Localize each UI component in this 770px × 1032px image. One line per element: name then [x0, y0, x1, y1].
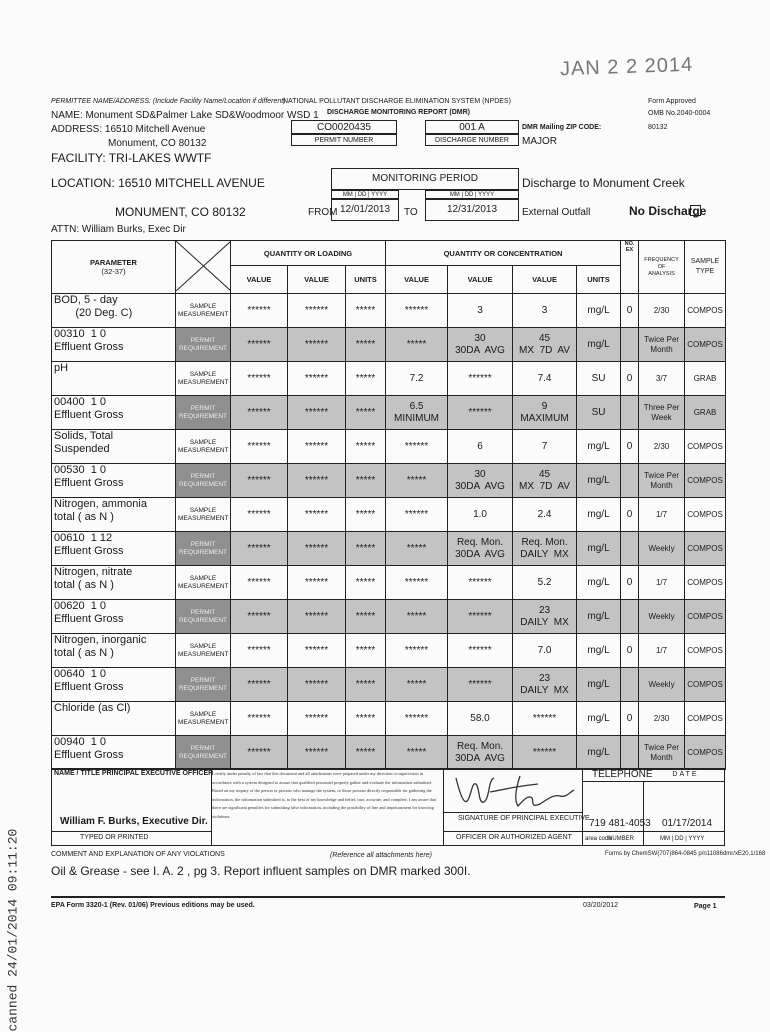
qc-units-cell: mg/L: [577, 702, 621, 736]
value-header: VALUE: [386, 266, 448, 294]
qc-units-cell: mg/L: [577, 464, 621, 498]
no-ex-cell: 0: [621, 430, 639, 464]
sample-type-cell: COMPOS: [685, 600, 726, 634]
permit-requirement-label: PERMIT REQUIREMENT: [176, 736, 231, 770]
signed-date: 01/17/2014: [662, 818, 713, 829]
qc-value-1-cell: *****: [386, 668, 448, 702]
table-row: [52, 430, 726, 464]
certification-text: I certify under penalty of law that this document and all attachments were prepared under my direction or supervision in accordance with a system designed to assure that qualified personnel properly gather and evaluate the information submitted. Based on my inquiry of the person or persons who manage the system, or those persons directly responsible for gathering the information, the information submitted is, to the best of my knowledge and belief, true, accurate, and complete. I am aware that there are significant penalties for submitting false information, including the possibility of fine and imprisonment for knowing violations.: [212, 771, 437, 819]
no-ex-cell: 0: [621, 294, 639, 328]
ql-units-cell: *****: [346, 634, 386, 668]
location-line: LOCATION: 16510 MITCHELL AVENUE: [51, 176, 265, 190]
qc-value-3-cell: 9 MAXIMUM: [513, 396, 577, 430]
dmr-table-body: [52, 294, 726, 770]
no-discharge-label: No Discharge: [629, 204, 707, 218]
ql-value-2-cell: ******: [288, 736, 346, 770]
parameter-cell: Nitrogen, inorganic total ( as N ): [52, 634, 176, 668]
sample-measurement-label: SAMPLE MEASUREMENT: [176, 430, 231, 464]
qc-units-cell: mg/L: [577, 634, 621, 668]
qc-value-3-cell: 45 MX 7D AV: [513, 464, 577, 498]
scan-timestamp: canned 24/01/2014 09:11:20: [5, 828, 21, 1032]
permit-number-value: CO0020435: [291, 120, 397, 134]
frequency-cell: 1/7: [639, 566, 685, 600]
frequency-cell: 1/7: [639, 634, 685, 668]
table-row: [52, 566, 726, 600]
table-row: [52, 294, 726, 328]
sample-type-cell: COMPOS: [685, 634, 726, 668]
dmr-data-table: [51, 240, 726, 770]
qc-value-1-cell: ******: [386, 634, 448, 668]
from-date-format: MM | DD | YYYY: [331, 190, 399, 199]
ql-value-2-cell: ******: [288, 532, 346, 566]
ql-value-2-cell: ******: [288, 294, 346, 328]
frequency-cell: Weekly: [639, 668, 685, 702]
qc-units-cell: SU: [577, 396, 621, 430]
parameter-header: PARAMETER (32-37): [52, 241, 176, 294]
ql-units-cell: *****: [346, 362, 386, 396]
frequency-header: FREQUENCY OF ANALYSIS: [639, 241, 685, 294]
qc-value-3-cell: 23 DAILY MX: [513, 668, 577, 702]
parameter-cell: 00530 1 0 Effluent Gross: [52, 464, 176, 498]
qc-value-1-cell: 6.5 MINIMUM: [386, 396, 448, 430]
comment-caption: COMMENT AND EXPLANATION OF ANY VIOLATIONS: [51, 851, 225, 858]
quantity-loading-header: QUANTITY OR LOADING: [231, 241, 386, 266]
ql-value-1-cell: ******: [231, 294, 288, 328]
qc-value-3-cell: 2.4: [513, 498, 577, 532]
table-row: [52, 668, 726, 702]
forms-by-note: Forms by ChemSW(707)864-0845 p/n11086dmr/xE20.1/168: [605, 851, 766, 857]
monitoring-period-label: MONITORING PERIOD: [331, 168, 519, 190]
sample-type-cell: GRAB: [685, 362, 726, 396]
qc-value-1-cell: *****: [386, 464, 448, 498]
telephone-label: TELEPHONE: [592, 769, 653, 780]
parameter-cell: 00940 1 0 Effluent Gross: [52, 736, 176, 770]
parameter-cell: Nitrogen, ammonia total ( as N ): [52, 498, 176, 532]
qc-value-3-cell: 23 DAILY MX: [513, 600, 577, 634]
frequency-cell: 1/7: [639, 498, 685, 532]
zip-value: 80132: [648, 124, 668, 131]
ql-value-1-cell: ******: [231, 702, 288, 736]
frequency-cell: Twice Per Month: [639, 464, 685, 498]
facility-line: FACILITY: TRI-LAKES WWTF: [51, 151, 212, 165]
table-row: [52, 600, 726, 634]
no-discharge-checkbox[interactable]: [690, 205, 701, 216]
qc-value-3-cell: 5.2: [513, 566, 577, 600]
parameter-cell: BOD, 5 - day (20 Deg. C): [52, 294, 176, 328]
sample-type-cell: GRAB: [685, 396, 726, 430]
qc-value-1-cell: ******: [386, 498, 448, 532]
qc-value-2-cell: ******: [448, 600, 513, 634]
ql-value-1-cell: ******: [231, 566, 288, 600]
ql-value-2-cell: ******: [288, 600, 346, 634]
qc-value-1-cell: *****: [386, 600, 448, 634]
permit-number-label: PERMIT NUMBER: [291, 134, 397, 146]
qc-value-3-cell: 7: [513, 430, 577, 464]
qc-value-1-cell: ******: [386, 430, 448, 464]
permit-requirement-label: PERMIT REQUIREMENT: [176, 464, 231, 498]
discharge-to: Discharge to Monument Creek: [522, 176, 685, 190]
ql-value-1-cell: ******: [231, 396, 288, 430]
omb-number: OMB No.2040-0004: [648, 110, 711, 117]
permit-requirement-label: PERMIT REQUIREMENT: [176, 328, 231, 362]
typed-printed-label: TYPED OR PRINTED: [80, 834, 149, 841]
qc-value-2-cell: 30 30DA AVG: [448, 328, 513, 362]
sample-measurement-label: SAMPLE MEASUREMENT: [176, 702, 231, 736]
no-ex-cell: 0: [621, 702, 639, 736]
qc-value-3-cell: ******: [513, 702, 577, 736]
table-row: [52, 396, 726, 430]
frequency-cell: 2/30: [639, 294, 685, 328]
parameter-cell: 00620 1 0 Effluent Gross: [52, 600, 176, 634]
ql-units-cell: *****: [346, 430, 386, 464]
qc-units-cell: mg/L: [577, 498, 621, 532]
ql-value-1-cell: ******: [231, 430, 288, 464]
qc-units-cell: mg/L: [577, 566, 621, 600]
ql-value-2-cell: ******: [288, 362, 346, 396]
qc-value-3-cell: 3: [513, 294, 577, 328]
zip-label: DMR Mailing ZIP CODE:: [522, 124, 602, 131]
permittee-address: ADDRESS: 16510 Mitchell Avenue: [51, 124, 206, 135]
ql-units-cell: *****: [346, 498, 386, 532]
parameter-cell: Solids, Total Suspended: [52, 430, 176, 464]
table-row: [52, 702, 726, 736]
value-header: VALUE: [288, 266, 346, 294]
major-class: MAJOR: [522, 136, 557, 147]
sample-measurement-label: SAMPLE MEASUREMENT: [176, 498, 231, 532]
no-ex-cell: [621, 396, 639, 430]
qc-value-1-cell: ******: [386, 702, 448, 736]
ql-value-2-cell: ******: [288, 668, 346, 702]
ql-units-cell: *****: [346, 702, 386, 736]
frequency-cell: Twice Per Month: [639, 736, 685, 770]
discharge-number-label: DISCHARGE NUMBER: [425, 134, 519, 146]
number-label: NUMBER: [608, 836, 635, 842]
npdes-title: NATIONAL POLLUTANT DISCHARGE ELIMINATION SYSTEM (NPDES): [283, 98, 511, 105]
qc-value-2-cell: 58.0: [448, 702, 513, 736]
ql-units-cell: *****: [346, 294, 386, 328]
frequency-cell: Weekly: [639, 532, 685, 566]
sample-type-cell: COMPOS: [685, 532, 726, 566]
qc-value-2-cell: Req. Mon. 30DA AVG: [448, 736, 513, 770]
frequency-cell: Weekly: [639, 600, 685, 634]
parameter-cell: 00310 1 0 Effluent Gross: [52, 328, 176, 362]
page-number: Page 1: [694, 903, 717, 910]
permit-requirement-label: PERMIT REQUIREMENT: [176, 668, 231, 702]
parameter-cell: 00640 1 0 Effluent Gross: [52, 668, 176, 702]
no-ex-cell: [621, 464, 639, 498]
qc-value-2-cell: 30 30DA AVG: [448, 464, 513, 498]
qc-value-2-cell: ******: [448, 362, 513, 396]
qc-value-2-cell: ******: [448, 634, 513, 668]
sample-type-cell: COMPOS: [685, 668, 726, 702]
ql-value-2-cell: ******: [288, 464, 346, 498]
table-row: [52, 498, 726, 532]
date-format-label: MM | DD | YYYY: [660, 836, 705, 842]
permit-requirement-label: PERMIT REQUIREMENT: [176, 532, 231, 566]
units-header: UNITS: [346, 266, 386, 294]
ql-units-cell: *****: [346, 328, 386, 362]
parameter-cell: Nitrogen, nitrate total ( as N ): [52, 566, 176, 600]
qc-value-2-cell: 1.0: [448, 498, 513, 532]
table-row: [52, 634, 726, 668]
ql-units-cell: *****: [346, 532, 386, 566]
received-date-stamp: JAN 2 2 2014: [559, 53, 694, 81]
no-ex-cell: [621, 736, 639, 770]
signature-label: SIGNATURE OF PRINCIPAL EXECUTIVE: [458, 815, 590, 822]
permittee-name: NAME: Monument SD&Palmer Lake SD&Woodmoor WSD 1: [51, 110, 319, 121]
signature-image: [450, 770, 580, 812]
qc-value-2-cell: Req. Mon. 30DA AVG: [448, 532, 513, 566]
parameter-cell: 00400 1 0 Effluent Gross: [52, 396, 176, 430]
ql-units-cell: *****: [346, 396, 386, 430]
parameter-cell: 00610 1 12 Effluent Gross: [52, 532, 176, 566]
from-date: 12/01/2013: [331, 199, 399, 221]
parameter-cell: Chloride (as Cl): [52, 702, 176, 736]
permit-requirement-label: PERMIT REQUIREMENT: [176, 600, 231, 634]
qc-value-2-cell: 3: [448, 294, 513, 328]
value-header: VALUE: [231, 266, 288, 294]
discharge-number-value: 001 A: [425, 120, 519, 134]
frequency-cell: 2/30: [639, 430, 685, 464]
qc-value-3-cell: 7.4: [513, 362, 577, 396]
qc-units-cell: mg/L: [577, 736, 621, 770]
sample-measurement-label: SAMPLE MEASUREMENT: [176, 294, 231, 328]
qc-units-cell: mg/L: [577, 532, 621, 566]
qc-units-cell: mg/L: [577, 328, 621, 362]
ql-value-1-cell: ******: [231, 532, 288, 566]
telephone-value: 719 481-4053: [589, 818, 651, 829]
sample-measurement-label: SAMPLE MEASUREMENT: [176, 566, 231, 600]
footer-rule: [51, 896, 725, 898]
no-ex-cell: 0: [621, 634, 639, 668]
no-ex-cell: 0: [621, 498, 639, 532]
sample-type-cell: COMPOS: [685, 566, 726, 600]
qc-value-1-cell: ******: [386, 566, 448, 600]
ql-units-cell: *****: [346, 464, 386, 498]
permittee-caption: PERMITTEE NAME/ADDRESS: (Include Facility Name/Location if different): [51, 98, 286, 105]
ql-value-2-cell: ******: [288, 566, 346, 600]
ql-units-cell: *****: [346, 736, 386, 770]
no-ex-cell: 0: [621, 566, 639, 600]
no-ex-cell: [621, 668, 639, 702]
qc-units-cell: mg/L: [577, 600, 621, 634]
frequency-cell: 2/30: [639, 702, 685, 736]
ql-value-2-cell: ******: [288, 396, 346, 430]
no-ex-cell: [621, 532, 639, 566]
location-city: MONUMENT, CO 80132: [115, 205, 246, 219]
officer-name: William F. Burks, Executive Dir.: [60, 816, 208, 827]
date-label: DATE: [672, 771, 699, 778]
sample-type-cell: COMPOS: [685, 430, 726, 464]
qc-value-3-cell: Req. Mon. DAILY MX: [513, 532, 577, 566]
ql-units-cell: *****: [346, 668, 386, 702]
frequency-cell: 3/7: [639, 362, 685, 396]
to-date-format: MM | DD | YYYY: [425, 190, 519, 199]
ql-units-cell: *****: [346, 566, 386, 600]
qc-units-cell: mg/L: [577, 294, 621, 328]
frequency-cell: Three Per Week: [639, 396, 685, 430]
qc-value-3-cell: 7.0: [513, 634, 577, 668]
sample-measurement-label: SAMPLE MEASUREMENT: [176, 634, 231, 668]
area-code-label: area code: [585, 836, 612, 842]
ql-value-2-cell: ******: [288, 328, 346, 362]
sample-type-cell: COMPOS: [685, 328, 726, 362]
to-label: TO: [404, 207, 418, 218]
ql-value-2-cell: ******: [288, 430, 346, 464]
sample-type-header: SAMPLE TYPE: [685, 241, 726, 294]
value-header: VALUE: [513, 266, 577, 294]
ql-value-2-cell: ******: [288, 634, 346, 668]
x-box: [176, 241, 231, 294]
qc-value-2-cell: ******: [448, 396, 513, 430]
qc-value-2-cell: 6: [448, 430, 513, 464]
qc-value-3-cell: ******: [513, 736, 577, 770]
no-ex-header: NO. EX: [621, 241, 639, 294]
no-ex-cell: [621, 328, 639, 362]
ql-value-1-cell: ******: [231, 328, 288, 362]
table-row: [52, 736, 726, 770]
table-row: [52, 328, 726, 362]
value-header: VALUE: [448, 266, 513, 294]
qc-units-cell: mg/L: [577, 668, 621, 702]
ql-value-1-cell: ******: [231, 362, 288, 396]
qc-value-1-cell: *****: [386, 328, 448, 362]
table-row: [52, 362, 726, 396]
table-row: [52, 532, 726, 566]
epa-form-label: EPA Form 3320-1 (Rev. 01/06) Previous editions may be used.: [51, 902, 255, 909]
attn-line: ATTN: William Burks, Exec Dir: [51, 224, 186, 235]
ql-value-1-cell: ******: [231, 600, 288, 634]
x-cross-icon: [176, 241, 231, 291]
qc-value-2-cell: ******: [448, 566, 513, 600]
sample-measurement-label: SAMPLE MEASUREMENT: [176, 362, 231, 396]
qc-units-cell: mg/L: [577, 430, 621, 464]
ql-value-2-cell: ******: [288, 702, 346, 736]
ql-value-1-cell: ******: [231, 464, 288, 498]
permit-requirement-label: PERMIT REQUIREMENT: [176, 396, 231, 430]
qc-value-2-cell: ******: [448, 668, 513, 702]
qc-value-1-cell: ******: [386, 294, 448, 328]
frequency-cell: Twice Per Month: [639, 328, 685, 362]
comment-text: Oil & Grease - see I. A. 2 , pg 3. Report influent samples on DMR marked 300I.: [51, 864, 471, 878]
reference-note: (Reference all attachments here): [330, 852, 432, 859]
quantity-concentration-header: QUANTITY OR CONCENTRATION: [386, 241, 621, 266]
from-label: FROM: [308, 207, 338, 218]
sample-type-cell: COMPOS: [685, 736, 726, 770]
to-date: 12/31/2013: [425, 199, 519, 221]
ql-value-2-cell: ******: [288, 498, 346, 532]
qc-value-1-cell: *****: [386, 532, 448, 566]
qc-value-1-cell: 7.2: [386, 362, 448, 396]
table-row: [52, 464, 726, 498]
units-header: UNITS: [577, 266, 621, 294]
sample-type-cell: COMPOS: [685, 294, 726, 328]
no-ex-cell: 0: [621, 362, 639, 396]
ql-units-cell: *****: [346, 600, 386, 634]
sample-type-cell: COMPOS: [685, 464, 726, 498]
external-outfall: External Outfall: [522, 207, 591, 218]
no-ex-cell: [621, 600, 639, 634]
qc-value-3-cell: 45 MX 7D AV: [513, 328, 577, 362]
dmr-title: DISCHARGE MONITORING REPORT (DMR): [327, 109, 470, 116]
sample-type-cell: COMPOS: [685, 702, 726, 736]
ql-value-1-cell: ******: [231, 668, 288, 702]
ql-value-1-cell: ******: [231, 736, 288, 770]
parameter-cell: pH: [52, 362, 176, 396]
ql-value-1-cell: ******: [231, 498, 288, 532]
ql-value-1-cell: ******: [231, 634, 288, 668]
signature-label-2: OFFICER OR AUTHORIZED AGENT: [456, 834, 572, 841]
officer-caption: NAME / TITLE PRINCIPAL EXECUTIVE OFFICER: [54, 770, 214, 777]
print-date: 03/20/2012: [583, 902, 619, 909]
qc-units-cell: SU: [577, 362, 621, 396]
form-approved: Form Approved: [648, 98, 696, 105]
sample-type-cell: COMPOS: [685, 498, 726, 532]
permittee-city: Monument, CO 80132: [108, 138, 207, 149]
qc-value-1-cell: *****: [386, 736, 448, 770]
